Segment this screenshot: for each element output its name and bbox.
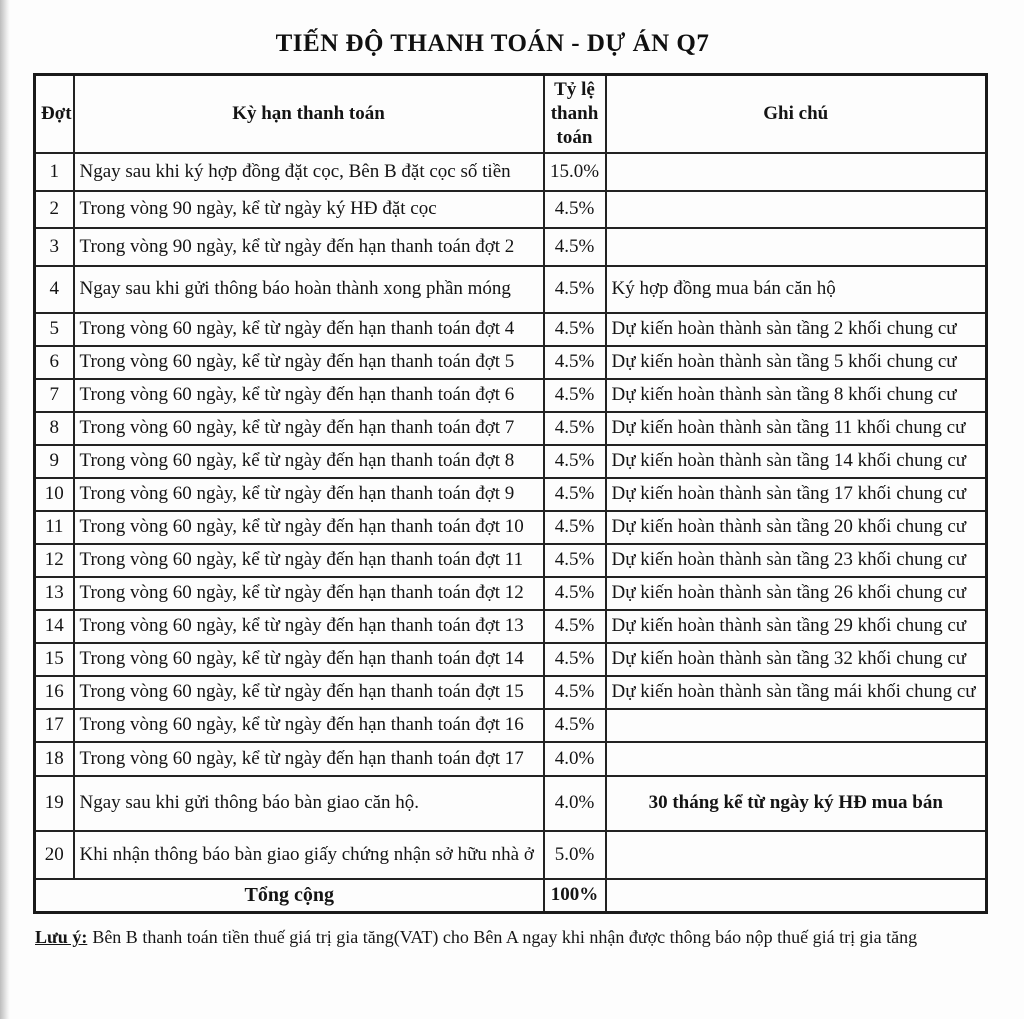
page-title: TIẾN ĐỘ THANH TOÁN - DỰ ÁN Q7: [275, 30, 710, 57]
payment-term: Ngay sau khi gửi thông báo hoàn thành xong phần móng: [74, 266, 544, 313]
table-row: [35, 676, 987, 709]
payment-note: Dự kiến hoàn thành sàn tầng 32 khối chung cư: [606, 643, 987, 676]
note-text: Bên B thanh toán tiền thuế giá trị gia tăng(VAT) cho Bên A ngay khi nhận được thông báo nộp thuế giá trị gia tăng: [92, 927, 918, 947]
payment-term: Trong vòng 60 ngày, kể từ ngày đến hạn thanh toán đợt 13: [74, 610, 544, 643]
installment-number: 14: [35, 610, 74, 643]
payment-note: [606, 153, 987, 191]
payment-note: Dự kiến hoàn thành sàn tầng 14 khối chung cư: [606, 445, 987, 478]
payment-note: Ký hợp đồng mua bán căn hộ: [606, 266, 987, 313]
table-row: [35, 776, 987, 831]
header-row: [35, 75, 987, 153]
total-row: [35, 879, 987, 913]
table-row: [35, 266, 987, 313]
installment-number: 13: [35, 577, 74, 610]
payment-term: Trong vòng 60 ngày, kể từ ngày đến hạn thanh toán đợt 15: [74, 676, 544, 709]
payment-term: Trong vòng 60 ngày, kể từ ngày đến hạn thanh toán đợt 10: [74, 511, 544, 544]
payment-term: Trong vòng 60 ngày, kể từ ngày đến hạn thanh toán đợt 4: [74, 313, 544, 346]
table-row: [35, 577, 987, 610]
table-row: [35, 643, 987, 676]
installment-number: 16: [35, 676, 74, 709]
table-row: [35, 379, 987, 412]
payment-rate: 4.5%: [544, 511, 606, 544]
payment-note: [606, 709, 987, 742]
payment-note: Dự kiến hoàn thành sàn tầng 23 khối chung cư: [606, 544, 987, 577]
installment-number: 11: [35, 511, 74, 544]
payment-note: [606, 831, 987, 879]
payment-note: Dự kiến hoàn thành sàn tầng 29 khối chung cư: [606, 610, 987, 643]
payment-rate: 4.5%: [544, 313, 606, 346]
payment-note: Dự kiến hoàn thành sàn tầng 2 khối chung cư: [606, 313, 987, 346]
payment-rate: 4.5%: [544, 577, 606, 610]
payment-note: Dự kiến hoàn thành sàn tầng 5 khối chung cư: [606, 346, 987, 379]
payment-term: Trong vòng 60 ngày, kể từ ngày đến hạn thanh toán đợt 14: [74, 643, 544, 676]
payment-rate: 4.5%: [544, 478, 606, 511]
installment-number: 18: [35, 742, 74, 776]
payment-term: Trong vòng 60 ngày, kể từ ngày đến hạn thanh toán đợt 11: [74, 544, 544, 577]
payment-note: Dự kiến hoàn thành sàn tầng 26 khối chung cư: [606, 577, 987, 610]
payment-note: [606, 191, 987, 228]
payment-rate: 4.5%: [544, 610, 606, 643]
payment-rate: 4.5%: [544, 709, 606, 742]
payment-note: [606, 742, 987, 776]
payment-term: Trong vòng 60 ngày, kể từ ngày đến hạn thanh toán đợt 5: [74, 346, 544, 379]
table-row: [35, 191, 987, 228]
installment-number: 2: [35, 191, 74, 228]
column-header-term: Kỳ hạn thanh toán: [74, 75, 544, 153]
scan-edge: [0, 0, 10, 1019]
payment-term: Trong vòng 60 ngày, kể từ ngày đến hạn thanh toán đợt 17: [74, 742, 544, 776]
payment-term: Trong vòng 90 ngày, kể từ ngày đến hạn thanh toán đợt 2: [74, 228, 544, 266]
payment-note: Dự kiến hoàn thành sàn tầng 17 khối chung cư: [606, 478, 987, 511]
payment-rate: 4.5%: [544, 676, 606, 709]
payment-rate: 4.5%: [544, 544, 606, 577]
payment-note: Dự kiến hoàn thành sàn tầng 20 khối chung cư: [606, 511, 987, 544]
payment-note: Dự kiến hoàn thành sàn tầng 11 khối chung cư: [606, 412, 987, 445]
table-row: [35, 346, 987, 379]
table-row: [35, 153, 987, 191]
installment-number: 20: [35, 831, 74, 879]
note-label: Lưu ý:: [35, 927, 88, 947]
payment-note: 30 tháng kể từ ngày ký HĐ mua bán: [606, 776, 987, 831]
installment-number: 5: [35, 313, 74, 346]
installment-number: 17: [35, 709, 74, 742]
payment-term: Khi nhận thông báo bàn giao giấy chứng nhận sở hữu nhà ở: [74, 831, 544, 879]
column-header-rate: Tỷ lệ thanh toán: [544, 75, 606, 153]
table-row: [35, 478, 987, 511]
payment-term: Trong vòng 60 ngày, kể từ ngày đến hạn thanh toán đợt 8: [74, 445, 544, 478]
installment-number: 19: [35, 776, 74, 831]
payment-note: Dự kiến hoàn thành sàn tầng 8 khối chung cư: [606, 379, 987, 412]
payment-rate: 15.0%: [544, 153, 606, 191]
total-label: Tổng cộng: [35, 879, 544, 913]
payment-note: Dự kiến hoàn thành sàn tầng mái khối chung cư: [606, 676, 987, 709]
payment-schedule-table: [33, 73, 988, 914]
payment-rate: 4.0%: [544, 742, 606, 776]
table-row: [35, 445, 987, 478]
payment-note: [606, 228, 987, 266]
payment-rate: 4.5%: [544, 266, 606, 313]
table-row: [35, 412, 987, 445]
installment-number: 8: [35, 412, 74, 445]
table-row: [35, 544, 987, 577]
installment-number: 3: [35, 228, 74, 266]
installment-number: 4: [35, 266, 74, 313]
installment-number: 12: [35, 544, 74, 577]
column-header-note: Ghi chú: [606, 75, 987, 153]
payment-rate: 4.5%: [544, 346, 606, 379]
installment-number: 1: [35, 153, 74, 191]
total-rate: 100%: [544, 879, 606, 913]
table-body: [35, 153, 987, 879]
payment-term: Ngay sau khi gửi thông báo bàn giao căn hộ.: [74, 776, 544, 831]
total-note-empty: [606, 879, 987, 913]
table-row: [35, 709, 987, 742]
payment-term: Trong vòng 90 ngày, kể từ ngày ký HĐ đặt cọc: [74, 191, 544, 228]
payment-rate: 5.0%: [544, 831, 606, 879]
table-row: [35, 313, 987, 346]
payment-term: Trong vòng 60 ngày, kể từ ngày đến hạn thanh toán đợt 16: [74, 709, 544, 742]
footer-note: [35, 926, 995, 949]
payment-rate: 4.5%: [544, 228, 606, 266]
payment-term: Trong vòng 60 ngày, kể từ ngày đến hạn thanh toán đợt 12: [74, 577, 544, 610]
payment-term: Trong vòng 60 ngày, kể từ ngày đến hạn thanh toán đợt 7: [74, 412, 544, 445]
payment-rate: 4.5%: [544, 445, 606, 478]
table-row: [35, 228, 987, 266]
table-row: [35, 742, 987, 776]
payment-rate: 4.5%: [544, 643, 606, 676]
table-row: [35, 831, 987, 879]
payment-rate: 4.5%: [544, 412, 606, 445]
payment-rate: 4.5%: [544, 191, 606, 228]
table-row: [35, 511, 987, 544]
payment-term: Trong vòng 60 ngày, kể từ ngày đến hạn thanh toán đợt 6: [74, 379, 544, 412]
column-header-installment: Đợt: [35, 75, 74, 153]
payment-term: Ngay sau khi ký hợp đồng đặt cọc, Bên B đặt cọc số tiền: [74, 153, 544, 191]
table-row: [35, 610, 987, 643]
installment-number: 7: [35, 379, 74, 412]
installment-number: 6: [35, 346, 74, 379]
installment-number: 9: [35, 445, 74, 478]
payment-rate: 4.5%: [544, 379, 606, 412]
installment-number: 10: [35, 478, 74, 511]
installment-number: 15: [35, 643, 74, 676]
payment-rate: 4.0%: [544, 776, 606, 831]
payment-term: Trong vòng 60 ngày, kể từ ngày đến hạn thanh toán đợt 9: [74, 478, 544, 511]
